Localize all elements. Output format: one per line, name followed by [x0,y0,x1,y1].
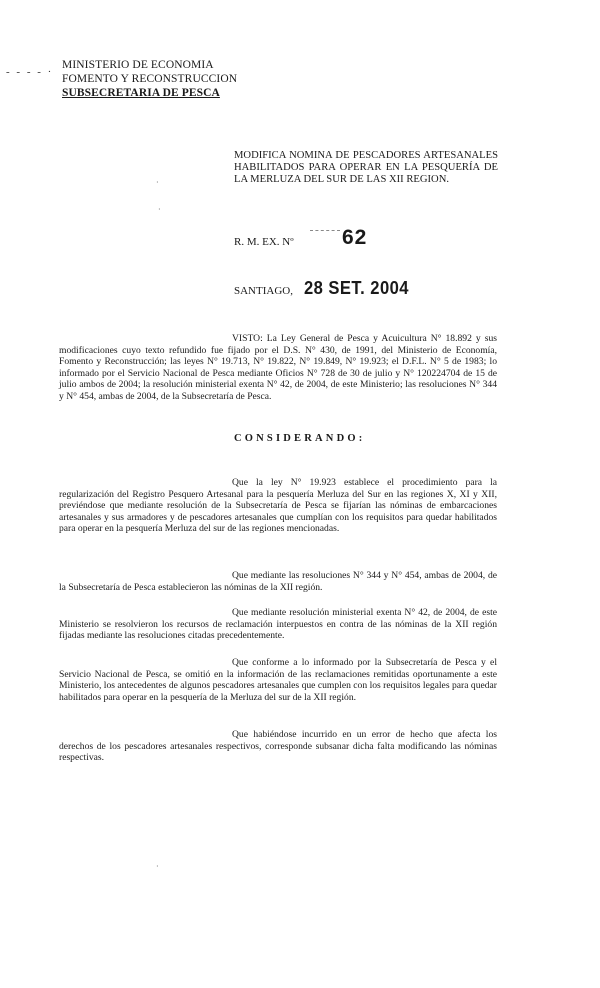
ministry-name: MINISTERIO DE ECONOMIA [62,59,214,71]
resolution-subject: MODIFICA NOMINA DE PESCADORES ARTESANALES HABILITADOS PARA OPERAR EN LA PESQUERÍA DE LA MERLUZA DEL SUR DE LAS XII REGION. [234,150,498,186]
scan-speck: · [156,862,159,871]
date-stamp: 28 SET. 2004 [304,278,409,298]
scan-speck: · [156,178,159,187]
considerando-text: Que conforme a lo informado por la Subsecretaría de Pesca y el Servicio Nacional de Pesca, se omitió en la información de las reclamaciones remitidas oportunamente a este Ministerio, los antecedentes de algunos pescadores artesanales que cumplen con los requisitos legales para quedar habilitados para operar en la pesquería de la Merluza del sur de la XII región. [59,657,497,703]
resolution-number-line [310,230,340,231]
considerando-paragraph-5 [59,729,497,764]
subsecretaria-name: SUBSECRETARIA DE PESCA [62,87,220,99]
considerando-paragraph-1 [59,477,497,535]
considerando-heading: CONSIDERANDO: [234,433,366,444]
considerando-text: Que mediante resolución ministerial exenta N° 42, de 2004, de este Ministerio se resolvieron los recursos de reclamación interpuestos en contra de las nóminas de la XII región fijadas mediante las resoluciones citadas precedentemente. [59,607,497,642]
visto-paragraph [59,333,497,403]
considerando-paragraph-2 [59,570,497,593]
considerando-text: Que la ley N° 19.923 establece el procedimiento para la regularización del Registro Pesquero Artesanal para la pesquería Merluza del Sur en las regiones X, XI y XII, previéndose que mediante resolución de la Subsecretaría de Pesca se fijarían las nóminas de embarcaciones artesanales y sus armadores y de pescadores artesanales que cumplían con los requisitos para quedar habilitados para operar en la pesquería Merluza del sur de las regiones mencionadas. [59,477,497,535]
considerando-text: Que mediante las resoluciones N° 344 y N° 454, ambas de 2004, de la Subsecretaría de Pesca establecieron las nóminas de la XII región. [59,570,497,593]
margin-mark: - - - - · [6,66,54,78]
resolution-number: 62 [342,226,368,249]
considerando-text: Que habiéndose incurrido en un error de hecho que afecta los derechos de los pescadores artesanales respectivos, corresponde subsanar dicha falta modificando las nóminas respectivas. [59,729,497,764]
ministry-subtitle: FOMENTO Y RECONSTRUCCION [62,73,238,85]
considerando-paragraph-4 [59,657,497,703]
considerando-paragraph-3 [59,607,497,642]
visto-text: VISTO: La Ley General de Pesca y Acuicultura N° 18.892 y sus modificaciones cuyo texto refundido fue fijado por el D.S. N° 430, de 1991, del Ministerio de Economía, Fomento y Reconstrucción; las leyes N° 19.713, N° 19.822, N° 19.849, N° 19.923; el D.F.L. N° 5 de 1983; lo informado por el Servicio Nacional de Pesca mediante Oficios N° 728 de 30 de julio y N° 120224704 de 15 de julio ambos de 2004; la resolución ministerial exenta N° 42, de 2004, de este Ministerio; las resoluciones N° 344 y N° 454, ambas de 2004, de la Subsecretaría de Pesca. [59,333,497,402]
resolution-label: R. M. EX. Nº [234,236,294,248]
place-label: SANTIAGO, [234,285,293,297]
ministry-header [62,58,237,100]
scan-speck: · [158,205,161,214]
